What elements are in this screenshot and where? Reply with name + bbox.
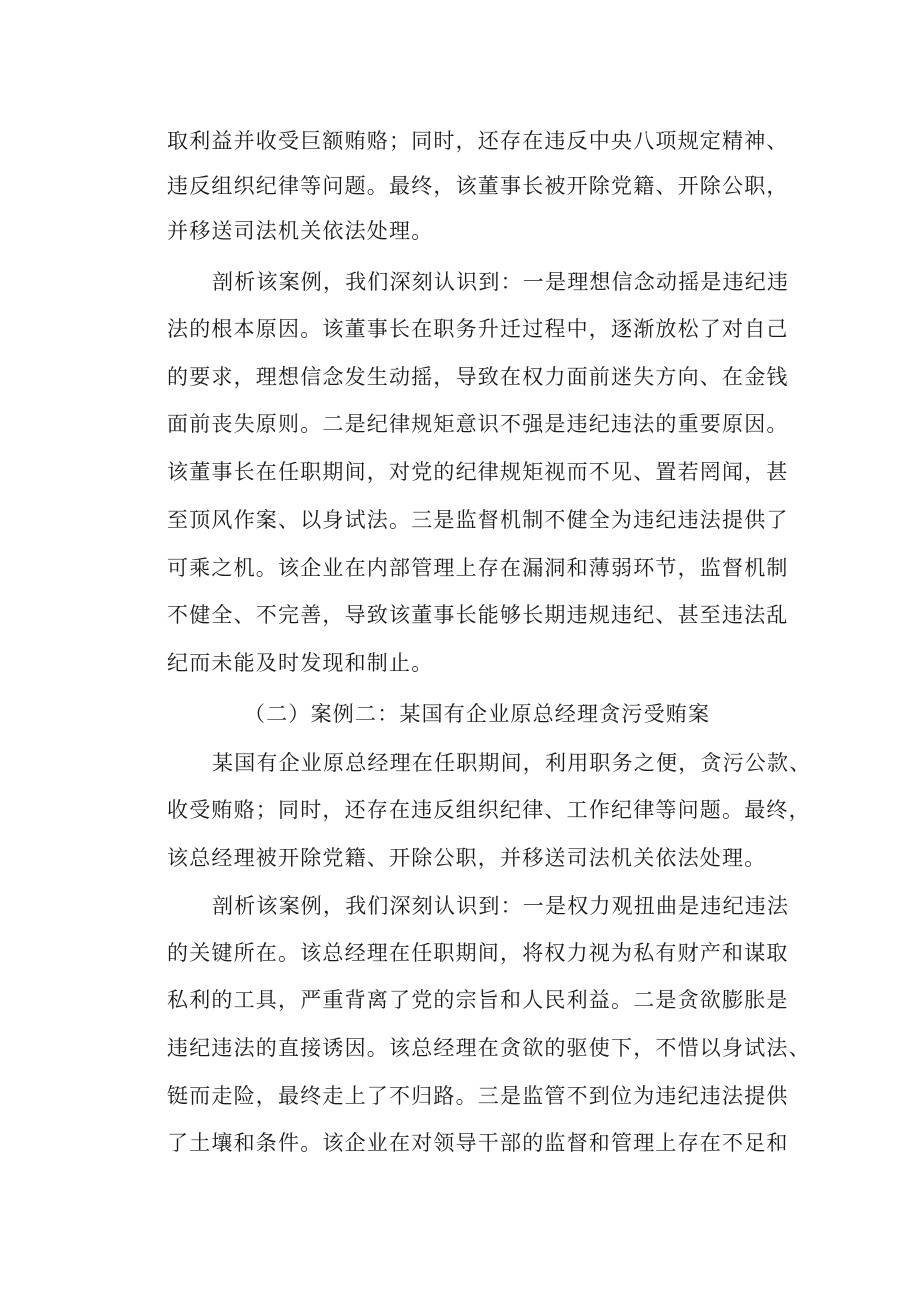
text-line: 该董事长在任职期间，对党的纪律规矩视而不见、置若罔闻，甚 [167, 460, 789, 484]
text-line: 至顶风作案、以身试法。三是监督机制不健全为违纪违法提供了 [167, 508, 789, 532]
text-line: 法的根本原因。该董事长在职务升迁过程中，逐渐放松了对自己 [167, 317, 789, 341]
text-line: 并移送司法机关依法处理。 [167, 219, 434, 243]
paragraph-first-line: 剖析该案例，我们深刻认识到：一是理想信念动摇是违纪违 [212, 270, 790, 294]
paragraph-first-line: 剖析该案例，我们深刻认识到：一是权力观扭曲是违纪违法 [212, 894, 790, 918]
text-line: 可乘之机。该企业在内部管理上存在漏洞和薄弱环节，监督机制 [167, 556, 789, 580]
text-line: 不健全、不完善，导致该董事长能够长期违规违纪、甚至违法乱 [167, 603, 789, 627]
text-line: 违反组织纪律等问题。最终，该董事长被开除党籍、开除公职， [167, 174, 789, 198]
text-line: 取利益并收受巨额贿赂；同时，还存在违反中央八项规定精神、 [167, 129, 789, 153]
text-line: 违纪违法的直接诱因。该总经理在贪欲的驱使下，不惜以身试法、 [167, 1036, 811, 1060]
text-line: 该总经理被开除党籍、开除公职，并移送司法机关依法处理。 [167, 846, 767, 870]
text-line: 面前丧失原则。二是纪律规矩意识不强是违纪违法的重要原因。 [167, 412, 789, 436]
text-line: 的要求，理想信念发生动摇，导致在权力面前迷失方向、在金钱 [167, 365, 789, 389]
text-line: 收受贿赂；同时，还存在违反组织纪律、工作纪律等问题。最终， [167, 798, 811, 822]
paragraph-first-line: 某国有企业原总经理在任职期间，利用职务之便，贪污公款、 [212, 751, 812, 775]
text-line: 的关键所在。该总经理在任职期间，将权力视为私有财产和谋取 [167, 941, 789, 965]
text-line: 纪而未能及时发现和制止。 [167, 651, 434, 675]
section-heading: （二）案例二：某国有企业原总经理贪污受贿案 [244, 702, 711, 726]
text-line: 了土壤和条件。该企业在对领导干部的监督和管理上存在不足和 [167, 1131, 789, 1155]
text-line: 铤而走险，最终走上了不归路。三是监管不到位为违纪违法提供 [167, 1084, 789, 1108]
text-line: 私利的工具，严重背离了党的宗旨和人民利益。二是贪欲膨胀是 [167, 988, 789, 1012]
